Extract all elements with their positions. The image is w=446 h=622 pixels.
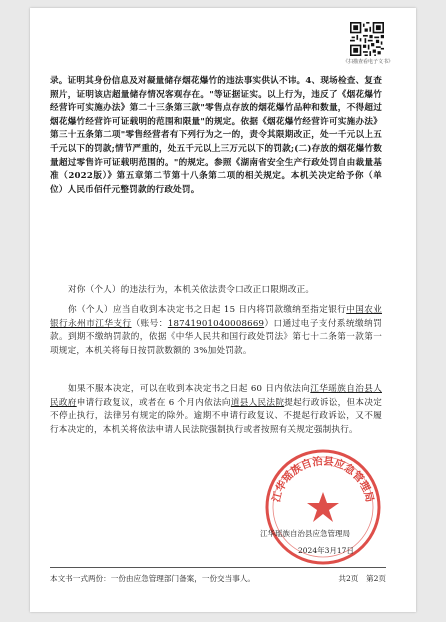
appeal-text-2: 申请行政复议，或者在 6 个月内依法向 <box>76 397 231 408</box>
svg-text:江华瑶族自治县应急管理局: 江华瑶族自治县应急管理局 <box>270 455 376 504</box>
appeal-text-1: 如果不服本决定，可以在收到本决定书之日起 60 日内依法向 <box>68 384 311 394</box>
review-authority: 江华瑶族自治县人民政府 <box>50 384 382 408</box>
payment-paragraph <box>50 304 382 358</box>
court-name: 道县人民法院 <box>230 397 285 408</box>
bank-name: 中国农业银行永州市江华支行 <box>50 305 382 329</box>
issue-date: 2024年3月17日 <box>298 546 354 555</box>
payment-text-3: ）口通过电子支付系统缴纳罚款。到期不缴纳罚款的，依据《中华人民共和国行政处罚法》第七十二条第一款第一项规定，本机关将每日按罚款数额的 3%加处罚款。 <box>50 318 382 356</box>
correction-paragraph: 对你（个人）的违法行为，本机关依法责令口改正口限期改正。 <box>68 285 315 295</box>
footer-note: 本文书一式两份：一份由应急管理部门备案，一份交当事人。 <box>50 574 256 583</box>
appeal-text-3: 提起行政诉讼，但本决定不停止执行，法律另有规定的除外。逾期不申请行政复议、不提起行政诉讼，又不履行本决定的，本机关将依法申请人民法院强制执行或者按照有关规定强制执行。 <box>50 397 383 435</box>
violation-paragraph: 录。证明其身份信息及对凝量储存烟花爆竹的违法事实供认不讳。4、现场检查、复查照片，证明该店超量储存情况客观存在。"等证据证实。以上行为，违反了《烟花爆竹经营许可实施办法》第二十三条第三款"零售点存放的烟花爆竹品种和数量，不得超过烟花爆竹经营许可证载明的范围和限量"的规定。依据《烟花爆竹经营许可实施办法》第三十五条第二项"零售经营者有下列行为之一的，责令其限期改正，处一千元以上五千元以下的罚款;情节严重的，处五千元以上三万元以下的罚款;(二)存放的烟花爆竹数量超过零售许可证载明范围的。"的规定。参照《湖南省安全生产行政处罚自由裁量基准（2022版）》第五章第二节第十八条第二项的相关规定。本机关决定给予你（单位）人民币佰仟元整罚款的行政处罚。 <box>50 76 382 195</box>
account-number: 18741901040008669 <box>167 318 265 329</box>
page-number: 共2页 第2页 <box>338 574 386 583</box>
appeal-paragraph <box>50 383 382 437</box>
footer-divider <box>50 567 386 568</box>
qr-caption: 《扫描查看电子文书》 <box>342 59 393 65</box>
footer <box>50 573 386 584</box>
qr-code-icon <box>350 22 384 56</box>
payment-text-2: （账号： <box>131 318 168 329</box>
issuing-authority: 江华瑶族自治县应急管理局 <box>260 529 350 538</box>
document-page <box>30 8 416 612</box>
payment-text-1: 你（个人）应当自收到本决定书之日起 15 日内将罚款缴纳至指定银行 <box>68 305 347 315</box>
